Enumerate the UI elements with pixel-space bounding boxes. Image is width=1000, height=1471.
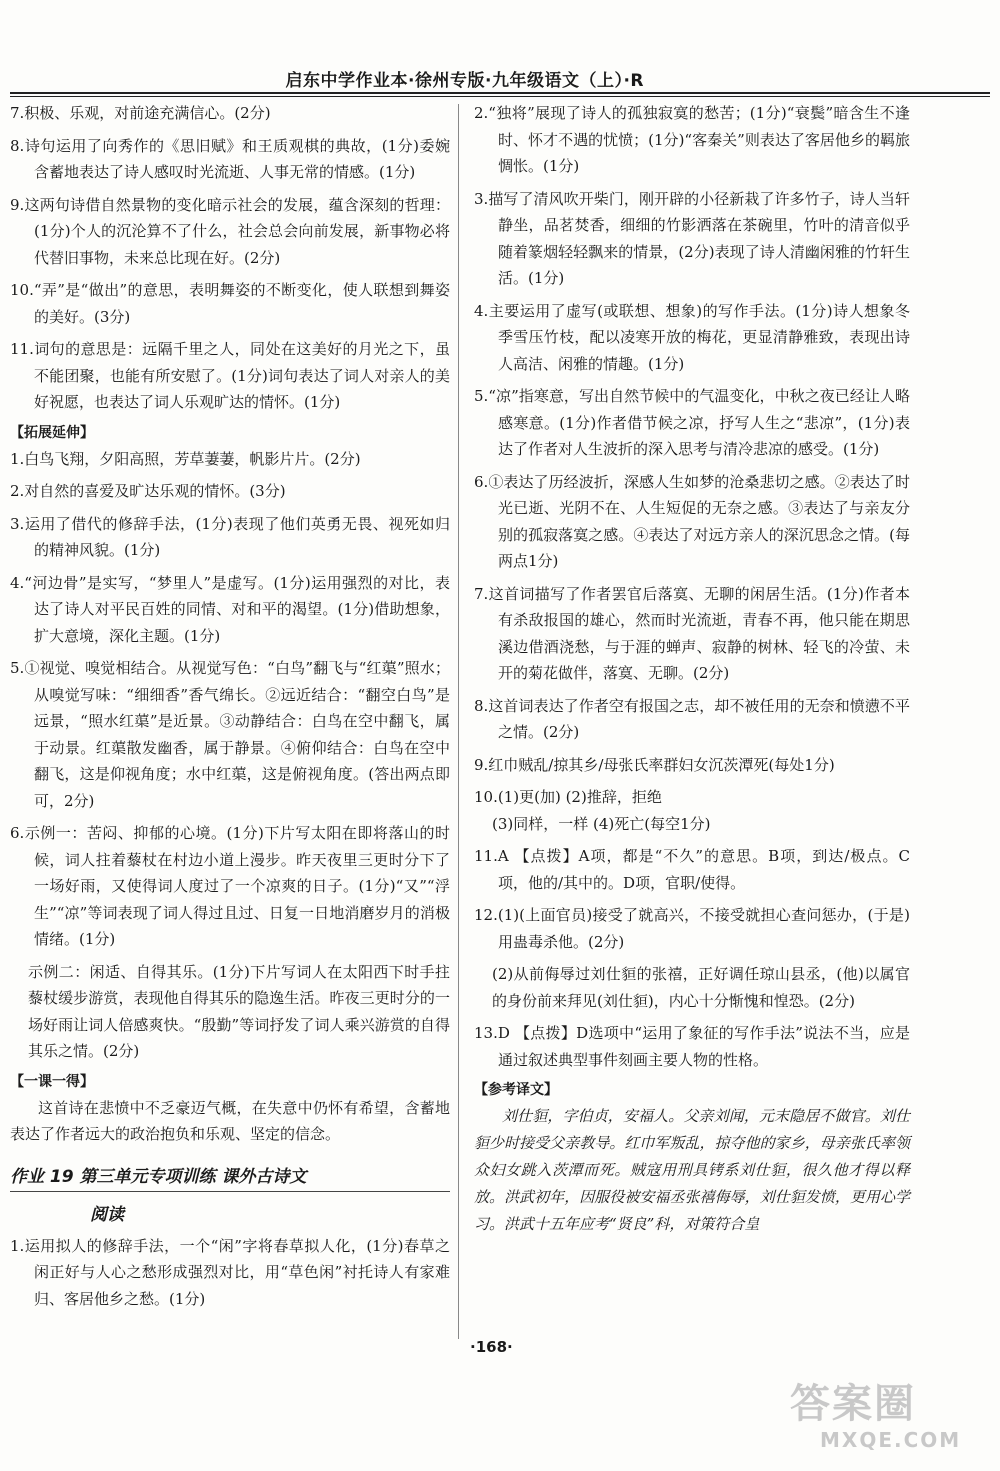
- translation-text: 刘仕貆，字伯贞，安福人。父亲刘闻，元末隐居不做官。刘仕貆少时接受父亲教导。红巾军叛乱，掠夺他的家乡，母亲张氏率领众妇女跳入茨潭而死。贼寇用刑具铐系刘仕貆，很久他才得以释放。洪武初年，因服役被安福丞张禧侮辱，刘仕貆发愤，更用心学习。洪武十五年应考“贤良”科，对策符合皇: [474, 1107, 910, 1233]
- answer-item: 10.(1)更(加) (2)推辞，拒绝: [474, 788, 662, 806]
- answer-item: 11.A 【点拨】A项，都是“不久”的意思。B项，到达/极点。C项，他的/其中的。D项，官职/使得。: [474, 847, 910, 892]
- answer-item: 8.诗句运用了向秀作的《思旧赋》和王质观棋的典故，(1分)委婉含蓄地表达了诗人感叹时光流逝、人事无常的情感。(1分): [10, 136, 450, 181]
- right-column: [474, 100, 910, 1244]
- answer-item: 7.这首词描写了作者罢官后落寞、无聊的闲居生活。(1分)作者本有杀敌报国的雄心，然而时光流逝，青春不再，他只能在期思溪边借酒浇愁，与于涯的蝉声、寂静的树林、轻飞的冷萤、未开的菊花做伴，落寞、无聊。(2分): [474, 584, 910, 682]
- answer-item: 5.“凉”指寒意，写出自然节候中的气温变化，中秋之夜已经让人略感寒意。(1分)作者借节候之凉，抒写人生之“悲凉”，(1分)表达了作者对人生波折的深入思考与清冷悲凉的感受。(1分): [474, 387, 910, 458]
- extend-item: 6.示例一：苦闷、抑郁的心境。(1分)下片写太阳在即将落山的时候，词人拄着藜杖在村边小道上漫步。昨天夜里三更时分下了一场好雨，又使得词人度过了一个凉爽的日子。(1分)“又”“浮生”“凉”等词表现了词人得过且过、日复一日地消磨岁月的消极情绪。(1分): [10, 824, 450, 948]
- answer-item: 12.(1)(上面官员)接受了就高兴，不接受就担心查问惩办，(于是)用蛊毒杀他。(2分): [474, 906, 910, 951]
- assignment-heading: 作业 19 第三单元专项训练 课外古诗文: [10, 1162, 450, 1192]
- section-extend-title: 【拓展延伸】: [10, 424, 94, 441]
- assignment-item: 1.运用拟人的修辞手法，一个“闲”字将春草拟人化，(1分)春草之闲正好与人心之愁形成强烈对比，用“草色闲”衬托诗人有家难归、客居他乡之愁。(1分): [10, 1236, 450, 1308]
- column-divider: [458, 104, 459, 1339]
- extend-item: 1.白鸟飞翔，夕阳高照，芳草萋萋，帆影片片。(2分): [10, 449, 361, 468]
- extend-item: 2.对自然的喜爱及旷达乐观的情怀。(3分): [10, 482, 286, 500]
- header-title: 启东中学作业本·徐州专版·九年级语文（上）·R: [285, 71, 644, 91]
- watermark-logo: [790, 1380, 970, 1460]
- header-rule-thin: [10, 96, 990, 97]
- extend-item: 4.“河边骨”是实写，“梦里人”是虚写。(1分)运用强烈的对比，表达了诗人对平民百姓的同情、对和平的渴望。(1分)借助想象，扩大意境，深化主题。(1分): [10, 573, 450, 645]
- section-gain-title: 【一课一得】: [10, 1073, 94, 1090]
- answer-item: 6.①表达了历经波折，深感人生如梦的沧桑悲切之感。②表达了时光已逝、光阴不在、人生短促的无奈之感。③表达了与亲友分别的孤寂落寞之感。④表达了对远方亲人的深沉思念之情。(每两点1分): [474, 472, 910, 570]
- extend-item: 5.①视觉、嗅觉相结合。从视觉写色：“白鸟”翻飞与“红蕖”照水；从嗅觉写味：“细细香”香气绵长。②远近结合：“翻空白鸟”是远景，“照水红蕖”是近景。③动静结合：白鸟在空中翻飞，属于动景。红蕖散发幽香，属于静景。④俯仰结合：白鸟在空中翻飞，这是仰视角度；水中红蕖，这是俯视角度。(答出两点即可，2分): [10, 659, 450, 810]
- gain-text: 这首诗在悲愤中不乏豪迈气概，在失意中仍怀有希望，含蓄地表达了作者远大的政治抱负和乐观、坚定的信念。: [10, 1098, 450, 1143]
- answer-item: 7.积极、乐观，对前途充满信心。(2分): [10, 104, 271, 122]
- assignment-heading-cont: 阅读: [90, 1204, 124, 1225]
- extend-item: 3.运用了借代的修辞手法，(1分)表现了他们英勇无畏、视死如归的精神风貌。(1分): [10, 514, 450, 559]
- left-column: [10, 100, 450, 1318]
- answer-item-sub: (2)从前侮辱过刘仕貆的张禧，正好调任琼山县丞，(他)以属官的身份前来拜见(刘仕貆)，内心十分惭愧和惶恐。(2分): [492, 965, 910, 1010]
- answer-item: 4.主要运用了虚写(或联想、想象)的写作手法。(1分)诗人想象冬季雪压竹枝，配以凌寒开放的梅花，更显清静雅致，表现出诗人高洁、闲雅的情趣。(1分): [474, 301, 910, 373]
- page-header: [0, 0, 1000, 100]
- watermark-cn: 答案圈: [790, 1381, 916, 1427]
- answer-item-cont: (3)同样，一样 (4)死亡(每空1分): [492, 814, 711, 833]
- answer-item: 2.“独将”展现了诗人的孤独寂寞的愁苦；(1分)“衰鬓”暗含生不逢时、怀才不遇的忧愤；(1分)“客秦关”则表达了客居他乡的羁旅惆怅。(1分): [474, 104, 910, 175]
- answer-item: 11.词句的意思是：远隔千里之人，同处在这美好的月光之下，虽不能团聚，也能有所安慰了。(1分)词句表达了词人对亲人的美好祝愿，也表达了词人乐观旷达的情怀。(1分): [10, 340, 450, 411]
- answer-item: 8.这首词表达了作者空有报国之志，却不被任用的无奈和愤懑不平之情。(2分): [474, 696, 910, 741]
- page-number: ·168·: [470, 1338, 513, 1356]
- extend-example-two: 示例二：闲适、自得其乐。(1分)下片写词人在太阳西下时手拄藜杖缓步游赏，表现他自得其乐的隐逸生活。昨夜三更时分的一场好雨让词人倍感爽快。“殷勤”等词抒发了词人乘兴游赏的自得其乐之情。(2分): [28, 962, 450, 1060]
- answer-item: 9.红巾贼乱/掠其乡/母张氏率群妇女沉茨潭死(每处1分): [474, 755, 835, 774]
- answer-item: 3.描写了清风吹开柴门，刚开辟的小径新栽了许多竹子，诗人当轩静坐，品茗焚香，细细的竹影洒落在茶碗里，竹叶的清音似乎随着篆烟轻轻飘来的情景，(2分)表现了诗人清幽闲雅的竹轩生活。(1分): [474, 189, 910, 287]
- header-rule-thick: [10, 92, 990, 94]
- section-translation-title: 【参考译文】: [474, 1082, 558, 1098]
- watermark-en: MXQE.COM: [820, 1428, 962, 1452]
- answer-item: 9.这两句诗借自然景物的变化暗示社会的发展，蕴含深刻的哲理：(1分)个人的沉沦算不了什么，社会总会向前发展，新事物必将代替旧事物，未来总比现在好。(2分): [10, 195, 450, 267]
- answer-item: 13.D 【点拨】D选项中“运用了象征的写作手法”说法不当，应是通过叙述典型事件刻画主要人物的性格。: [474, 1024, 910, 1069]
- answer-item: 10.“弄”是“做出”的意思，表明舞姿的不断变化，使人联想到舞姿的美好。(3分): [10, 281, 450, 326]
